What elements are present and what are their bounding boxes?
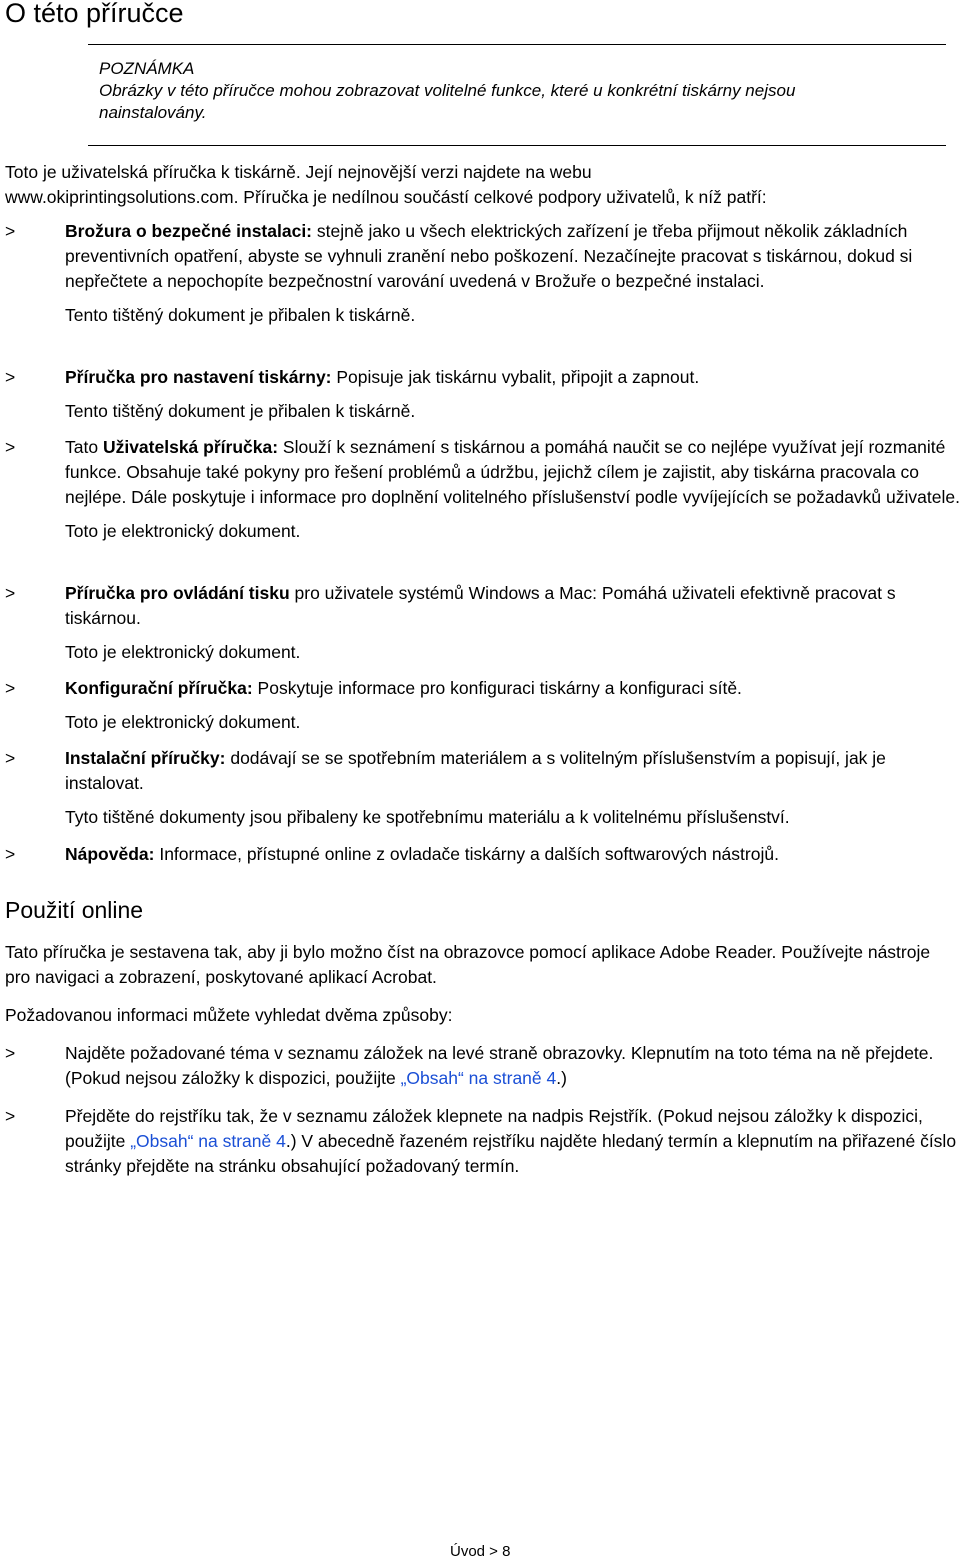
list-item <box>5 676 960 735</box>
section-heading: Použití online <box>5 897 144 923</box>
contents-link[interactable]: „Obsah“ na straně 4 <box>130 1131 286 1151</box>
item-text-end: .) <box>556 1068 567 1088</box>
item-text-end: .) V abecedně řazeném rejstříku najděte hledaný termín a klepnutím na přiřazené číslo stránky přejděte na stránku obsahující požadovaný termín. <box>65 1131 957 1176</box>
item-title: Příručka pro ovládání tisku <box>65 583 290 603</box>
note-box <box>99 58 859 124</box>
document-list <box>5 219 960 328</box>
bullet-marker: > <box>5 583 16 603</box>
bullet-marker: > <box>5 748 16 768</box>
bullet-marker: > <box>5 1043 16 1063</box>
item-text: Slouží k seznámení s tiskárnou a pomáhá naučit se co nejlépe využívat její rozmanité funkce. Obsahuje také pokyny pro řešení problémů a údržbu, jejichž cílem je zajistit, aby tiskárna pracovala co nejlépe. Dále poskytuje i informace pro doplnění volitelného příslušenství podle vyvíjejících se požadavků uživatele. <box>65 437 960 507</box>
bullet-marker: > <box>5 221 16 241</box>
item-note: Tento tištěný dokument je přibalen k tiskárně. <box>65 401 416 421</box>
bullet-marker: > <box>5 437 16 457</box>
item-text: stejně jako u všech elektrických zařízení je třeba přijmout několik základních preventivních opatření, abyste se vyhnuli zranění nebo poškození. Nezačínejte pracovat s tiskárnou, dokud si nepřečtete a nepochopíte bezpečnostní varování uvedená v Brožuře o bezpečné instalaci. <box>65 221 913 291</box>
list-item <box>5 1104 960 1179</box>
document-list <box>5 365 960 424</box>
item-title: Příručka pro nastavení tiskárny: <box>65 367 332 387</box>
item-text: dodávají se se spotřebním materiálem a s volitelným příslušenstvím a popisují, jak je instalovat. <box>65 748 886 793</box>
page-footer: Úvod > 8 <box>450 1543 511 1560</box>
list-item <box>5 842 960 867</box>
item-title: Nápověda: <box>65 844 155 864</box>
item-text: Informace, přístupné online z ovladače tiskárny a dalších softwarových nástrojů. <box>154 844 779 864</box>
document-list <box>5 842 960 867</box>
online-paragraph: Tato příručka je sestavena tak, aby ji bylo možno číst na obrazovce pomocí aplikace Adobe Reader. Používejte nástroje pro navigaci a zobrazení, poskytované aplikací Acrobat. <box>5 942 931 987</box>
item-note: Tyto tištěné dokumenty jsou přibaleny ke spotřebnímu materiálu a k volitelnému příslušenství. <box>65 807 790 827</box>
intro-line-2: www.okiprintingsolutions.com. Příručka je nedílnou součástí celkové podpory uživatelů, k níž patří: <box>5 187 767 207</box>
document-list <box>5 676 960 735</box>
search-methods-list <box>5 1104 960 1179</box>
bullet-marker: > <box>5 678 16 698</box>
list-item <box>5 365 960 424</box>
item-text: Najděte požadované téma v seznamu záložek na levé straně obrazovky. Klepnutím na toto téma na ně přejdete. (Pokud nejsou záložky k dispozici, použijte <box>65 1043 934 1088</box>
item-text: Popisuje jak tiskárnu vybalit, připojit a zapnout. <box>331 367 700 387</box>
list-item <box>5 581 960 665</box>
page-title: O této příručce <box>5 0 184 28</box>
document-list <box>5 581 960 665</box>
item-title: Instalační příručky: <box>65 748 226 768</box>
note-text: Obrázky v této příručce mohou zobrazovat volitelné funkce, které u konkrétní tiskárny nejsou nainstalovány. <box>99 81 796 122</box>
bullet-marker: > <box>5 844 16 864</box>
item-title: Brožura o bezpečné instalaci: <box>65 221 313 241</box>
search-methods-list <box>5 1041 960 1091</box>
note-label: POZNÁMKA <box>99 59 195 78</box>
item-text: Poskytuje informace pro konfiguraci tiskárny a konfiguraci sítě. <box>252 678 742 698</box>
item-prefix: Tato <box>65 437 103 457</box>
item-text: Přejděte do rejstříku tak, že v seznamu záložek klepnete na nadpis Rejstřík. (Pokud nejsou záložky k dispozici, použijte <box>65 1106 923 1151</box>
bullet-marker: > <box>5 367 16 387</box>
item-note: Toto je elektronický dokument. <box>65 712 301 732</box>
item-note: Toto je elektronický dokument. <box>65 521 301 541</box>
note-bottom-rule <box>88 145 946 146</box>
intro-paragraph <box>5 160 950 210</box>
list-item <box>5 435 960 544</box>
item-title: Uživatelská příručka: <box>102 437 279 457</box>
list-item <box>5 219 960 328</box>
document-list <box>5 435 960 544</box>
item-text: pro uživatele systémů Windows a Mac: Pomáhá uživateli efektivně pracovat s tiskárnou. <box>65 583 896 628</box>
item-title: Konfigurační příručka: <box>65 678 253 698</box>
list-item <box>5 1041 960 1091</box>
list-item <box>5 746 960 830</box>
bullet-marker: > <box>5 1106 16 1126</box>
contents-link[interactable]: „Obsah“ na straně 4 <box>400 1068 557 1088</box>
intro-line-1: Toto je uživatelská příručka k tiskárně. Její nejnovější verzi najdete na webu <box>5 162 592 182</box>
note-top-rule <box>88 44 946 45</box>
document-list <box>5 746 960 830</box>
search-methods-paragraph: Požadovanou informaci můžete vyhledat dvěma způsoby: <box>5 1005 453 1025</box>
item-note: Toto je elektronický dokument. <box>65 642 301 662</box>
item-note: Tento tištěný dokument je přibalen k tiskárně. <box>65 305 416 325</box>
